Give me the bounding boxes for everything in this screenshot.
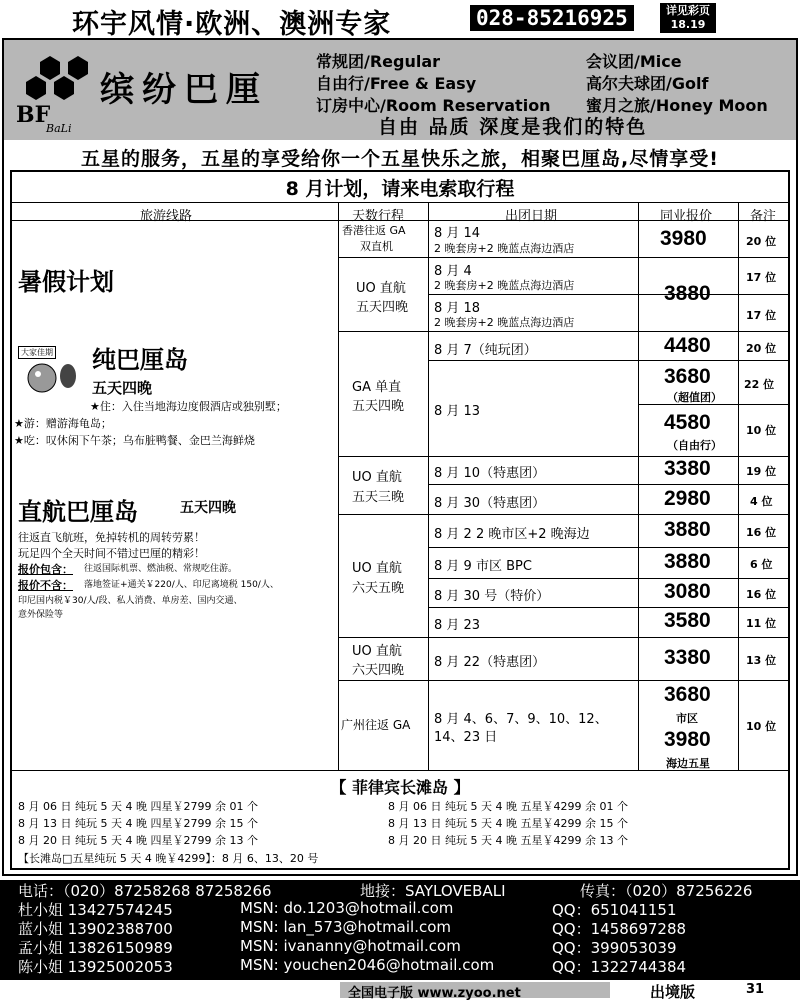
seat-0: 20 位: [746, 235, 777, 248]
contact-msn-1: MSN: lan_573@hotmail.com: [240, 918, 452, 936]
route-uo-54: UO 直航: [356, 281, 406, 296]
pure-tour: ★游：赠游海龟岛；: [14, 417, 112, 430]
col-date: 出团日期: [505, 209, 558, 224]
site-url: 全国电子版 www.zyoo.net: [340, 982, 610, 998]
logo-text: BaLi: [46, 122, 72, 134]
date-6: 8 月 10（特惠团）: [434, 466, 546, 481]
agency-phone: 028-85216925: [470, 5, 634, 31]
date-10: 8 月 30 号（特价）: [434, 589, 550, 604]
phil-title: 【 菲律宾长滩岛 】: [330, 778, 470, 797]
price-13: 3680: [664, 683, 711, 706]
agency-title: 环宇风情·欧洲、澳洲专家: [72, 9, 392, 40]
contact-address: 地接：SAYLOVEBALI: [360, 882, 506, 900]
slogan: 五星的服务，五星的享受给你一个五星快乐之旅，相聚巴厘岛,尽情享受!: [81, 148, 719, 170]
see-color-page: 详见彩页 18.19: [660, 3, 716, 33]
phil-3: 8 月 13 日 纯玩 5 天 4 晚 五星￥4299 余 15 个: [388, 817, 628, 830]
contact-name-3: 陈小姐 13925002053: [18, 958, 173, 976]
cartoon-icon: [20, 356, 80, 396]
page-number: 31: [746, 982, 765, 997]
date-8: 8 月 2 2 晚市区+2 晚海边: [434, 527, 590, 542]
phil-4: 8 月 20 日 纯玩 5 天 4 晚 四星￥2799 余 13 个: [18, 834, 258, 847]
direct-bali-title: 直航巴厘岛: [18, 498, 138, 526]
col-days: 天数行程: [352, 209, 405, 224]
price-11: 3580: [664, 609, 711, 632]
summer-plan: 暑假计划: [18, 268, 114, 296]
route-hk-2: 双直机: [360, 240, 393, 253]
service-honeymoon: 蜜月之旅/Honey Moon: [586, 96, 768, 115]
date-2: 8 月 18: [434, 301, 481, 316]
route-uo-65: UO 直航: [352, 561, 402, 576]
included-text: 往返国际机票、燃油税、常规吃住游。: [84, 564, 238, 574]
seat-8: 16 位: [746, 526, 777, 539]
seat-11: 11 位: [746, 617, 777, 630]
note-13: 市区: [676, 712, 698, 725]
contact-qq-0: QQ：651041151: [552, 901, 677, 919]
seat-12: 13 位: [746, 654, 777, 667]
price-8: 3880: [664, 518, 711, 541]
tagline: 自由 品质 深度是我们的特色: [378, 116, 648, 138]
seat-10: 16 位: [746, 588, 777, 601]
price-9: 3880: [664, 550, 711, 573]
price-1: 3880: [664, 282, 711, 305]
date-12: 8 月 22（特惠团）: [434, 655, 546, 670]
contact-msn-0: MSN: do.1203@hotmail.com: [240, 899, 454, 917]
col-route: 旅游线路: [140, 209, 193, 224]
route-uo-64: UO 直航: [352, 644, 402, 659]
note-4: （超值团）: [667, 391, 722, 404]
excluded-text3: 意外保险等: [18, 610, 64, 620]
seat-9: 6 位: [750, 558, 773, 571]
section-name: 出境版: [650, 983, 696, 1001]
service-mice: 会议团/Mice: [586, 52, 682, 71]
col-notes: 备注: [750, 209, 777, 224]
direct-bali-days: 五天四晚: [180, 500, 236, 516]
route-uo-53: UO 直航: [352, 470, 402, 485]
date-2-2: 2 晚套房+2 晚蓝点海边酒店: [434, 316, 575, 329]
route-uo-53-2: 五天三晚: [352, 490, 405, 505]
phil-2: 8 月 13 日 纯玩 5 天 4 晚 四星￥2799 余 15 个: [18, 817, 258, 830]
contact-qq-2: QQ：399053039: [552, 939, 677, 957]
contact-msn-2: MSN: ivananny@hotmail.com: [240, 937, 461, 955]
route-hk: 香港往返 GA: [342, 224, 406, 237]
excluded-text: 落地签证+通关￥220/人、印尼离境税 150/人、: [84, 580, 279, 590]
page-footer: [0, 980, 800, 1000]
price-13b: 3980: [664, 728, 711, 751]
contact-footer: [0, 880, 800, 980]
plan-title: 8 月计划，请来电索取行程: [285, 178, 515, 200]
route-ga-2: 五天四晚: [352, 399, 405, 414]
pure-food: ★吃：叹休闲下午茶；乌布脏鸭餐、金巴兰海鲜烧: [14, 434, 255, 447]
date-3: 8 月 7（纯玩团）: [434, 343, 537, 358]
service-golf: 高尔夫球团/Golf: [586, 74, 709, 93]
seat-13: 10 位: [746, 720, 777, 733]
price-0: 3980: [660, 227, 707, 250]
contact-name-2: 孟小姐 13826150989: [18, 939, 173, 957]
date-13-2: 14、23 日: [434, 730, 498, 745]
direct-line1: 往返直飞航班，免掉转机的周转劳累！: [18, 531, 205, 544]
contact-name-0: 杜小姐 13427574245: [18, 901, 173, 919]
contact-qq-3: QQ：1322744384: [552, 958, 687, 976]
route-uo-65-2: 六天五晚: [352, 581, 405, 596]
date-9: 8 月 9 市区 BPC: [434, 559, 532, 574]
seat-4: 22 位: [744, 378, 775, 391]
seat-5: 10 位: [746, 424, 777, 437]
date-0-2: 2 晚套房+2 晚蓝点海边酒店: [434, 242, 575, 255]
brand-name: 缤纷巴厘: [100, 70, 268, 110]
bali-logo-icon: [16, 54, 94, 134]
price-4: 3680: [664, 365, 711, 388]
date-11: 8 月 23: [434, 618, 481, 633]
included-label: 报价包含：: [18, 563, 73, 576]
contact-qq-1: QQ：1458697288: [552, 920, 687, 938]
date-13: 8 月 4、6、7、9、10、12、: [434, 712, 608, 727]
price-6: 3380: [664, 457, 711, 480]
svg-text:BF: BF: [16, 102, 51, 128]
phil-1: 8 月 06 日 纯玩 5 天 4 晚 五星￥4299 余 01 个: [388, 800, 628, 813]
note-5: （自由行）: [667, 439, 722, 452]
pure-bali-days: 五天四晚: [92, 379, 153, 397]
note-13b: 海边五星: [666, 757, 710, 770]
phil-5: 8 月 20 日 纯玩 5 天 4 晚 五星￥4299 余 13 个: [388, 834, 628, 847]
pure-bali-title: 纯巴厘岛: [92, 346, 188, 374]
stamp-label: 大家佳期: [18, 346, 56, 359]
route-ga: GA 单直: [352, 380, 402, 395]
route-uo-64-2: 六天四晚: [352, 663, 405, 678]
date-0: 8 月 14: [434, 226, 481, 241]
price-3: 4480: [664, 334, 711, 357]
price-12: 3380: [664, 646, 711, 669]
phil-0: 8 月 06 日 纯玩 5 天 4 晚 四星￥2799 余 01 个: [18, 800, 258, 813]
date-1-2: 2 晚套房+2 晚蓝点海边酒店: [434, 279, 575, 292]
seat-1: 17 位: [746, 271, 777, 284]
top-banner: [0, 0, 800, 40]
contact-fax: 传真：（020）87256226: [580, 882, 753, 900]
contact-msn-3: MSN: youchen2046@hotmail.com: [240, 956, 495, 974]
excluded-label: 报价不含：: [18, 579, 73, 592]
contact-name-1: 蓝小姐 13902388700: [18, 920, 173, 938]
col-price: 同业报价: [660, 209, 713, 224]
price-7: 2980: [664, 487, 711, 510]
price-5: 4580: [664, 411, 711, 434]
seat-2: 17 位: [746, 309, 777, 322]
seat-7: 4 位: [750, 495, 773, 508]
seat-6: 19 位: [746, 465, 777, 478]
route-uo-54-2: 五天四晚: [356, 300, 409, 315]
seat-3: 20 位: [746, 342, 777, 355]
date-1: 8 月 4: [434, 264, 472, 279]
excluded-text2: 印尼国内税￥30/人/段、私人消费、单房差、国内交通、: [18, 596, 243, 606]
pure-stay: ★住：入住当地海边度假酒店或独别墅；: [90, 400, 287, 413]
service-regular: 常规团/Regular: [316, 52, 441, 71]
phil-last: 【长滩岛□五星纯玩 5 天 4 晚￥4299】：8 月 6、13、20 号: [18, 852, 319, 865]
date-4: 8 月 13: [434, 404, 481, 419]
route-gz: 广州往返 GA: [341, 718, 411, 732]
service-room: 订房中心/Room Reservation: [316, 96, 551, 115]
price-10: 3080: [664, 580, 711, 603]
service-free-easy: 自由行/Free & Easy: [316, 74, 477, 93]
contact-tel: 电话：（020）87258268 87258266: [18, 882, 272, 900]
date-7: 8 月 30（特惠团）: [434, 496, 546, 511]
direct-line2: 玩足四个全天时间不错过巴厘的精彩！: [18, 547, 205, 560]
